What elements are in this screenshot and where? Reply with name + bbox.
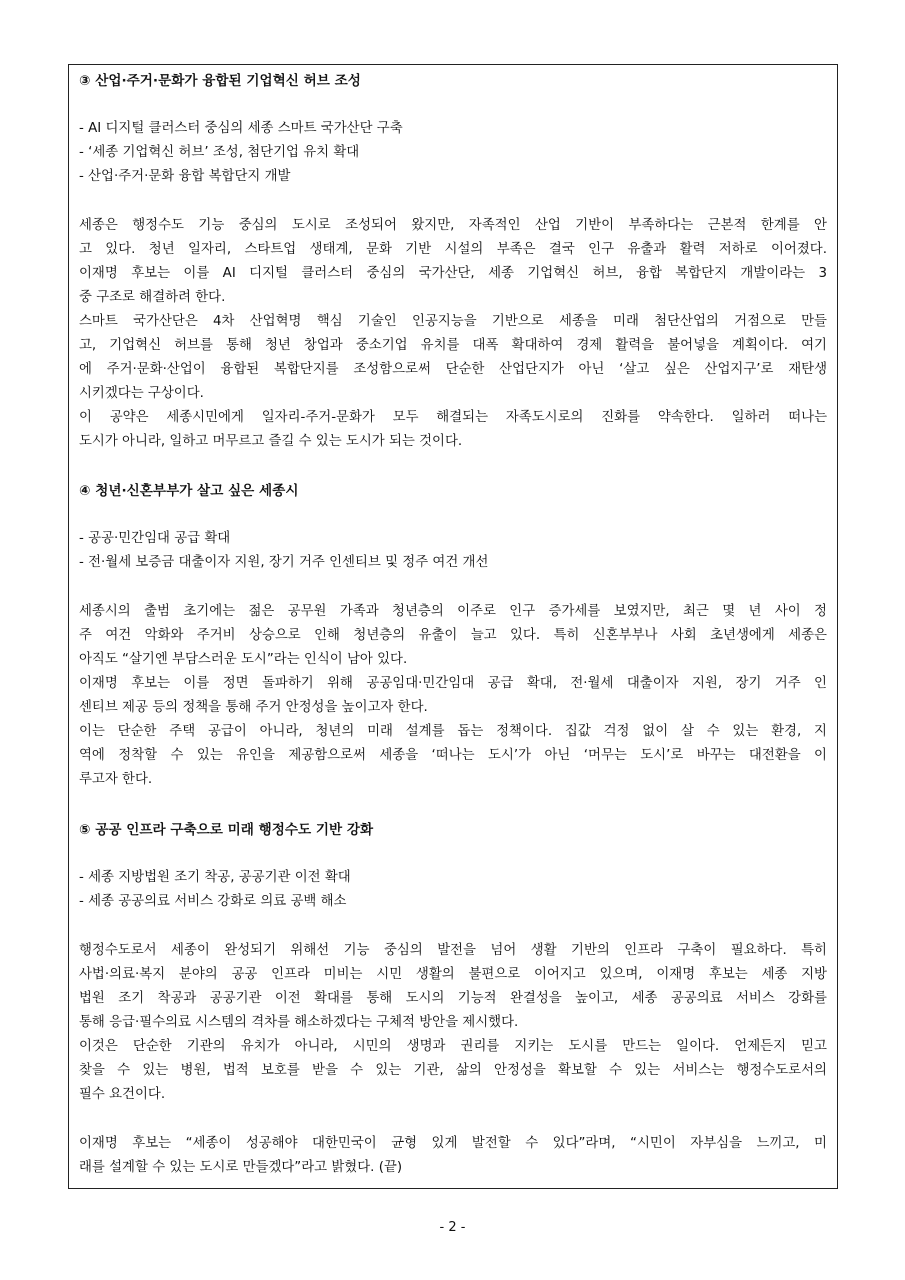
section-title: ⑤ 공공 인프라 구축으로 미래 행정수도 기반 강화 (79, 822, 374, 838)
section-title: ③ 산업·주거·문화가 융합된 기업혁신 허브 조성 (79, 73, 361, 89)
content-inner (79, 65, 827, 1188)
body-line: 고 있다. 청년 일자리, 스타트업 생태계, 문화 기반 시설의 부족은 결국 인구 유출과 활력 저하로 이어졌다. (79, 242, 827, 257)
body-line: 루고자 한다. (79, 772, 153, 787)
body-line: 이는 단순한 주택 공급이 아니라, 청년의 미래 설계를 돕는 정책이다. 집값 걱정 없이 살 수 있는 환경, 지 (79, 724, 827, 739)
body-line: 센티브 제공 등의 정책을 통해 주거 안정성을 높이고자 한다. (79, 700, 428, 715)
closing-line: 래를 설계할 수 있는 도시로 만들겠다”라고 밝혔다. (끝) (79, 1160, 403, 1175)
body-line: 통해 응급·필수의료 시스템의 격차를 해소하겠다는 구체적 방안을 제시했다. (79, 1015, 519, 1030)
body-line: 세종은 행정수도 기능 중심의 도시로 조성되어 왔지만, 자족적인 산업 기반이 부족하다는 근본적 한계를 안 (79, 218, 827, 233)
bullet-item: - 세종 공공의료 서비스 강화로 의료 공백 해소 (79, 894, 347, 909)
body-line: 주 여건 악화와 주거비 상승으로 인해 청년층의 유출이 늘고 있다. 특히 신혼부부나 사회 초년생에게 세종은 (79, 628, 827, 643)
closing-line: 이재명 후보는 “세종이 성공해야 대한민국이 균형 있게 발전할 수 있다”라며, “시민이 자부심을 느끼고, 미 (79, 1136, 827, 1151)
body-line: 시키겠다는 구상이다. (79, 386, 204, 401)
page-number: - 2 - (439, 1220, 466, 1235)
body-line: 필수 요건이다. (79, 1087, 166, 1102)
bullet-item: - 공공·민간임대 공급 확대 (79, 531, 231, 546)
bullet-item: - ‘세종 기업혁신 허브’ 조성, 첨단기업 유치 확대 (79, 145, 360, 160)
body-line: 행정수도로서 세종이 완성되기 위해선 기능 중심의 발전을 넘어 생활 기반의 인프라 구축이 필요하다. 특히 (79, 943, 827, 958)
body-line: 이 공약은 세종시민에게 일자리-주거-문화가 모두 해결되는 자족도시로의 진화를 약속한다. 일하러 떠나는 (79, 410, 827, 425)
body-line: 아직도 “살기엔 부담스러운 도시”라는 인식이 남아 있다. (79, 652, 408, 667)
body-line: 중 구조로 해결하려 한다. (79, 290, 226, 305)
body-line: 이재명 후보는 이를 정면 돌파하기 위해 공공임대·민간임대 공급 확대, 전·월세 대출이자 지원, 장기 거주 인 (79, 676, 827, 691)
body-line: 사법·의료·복지 분야의 공공 인프라 미비는 시민 생활의 불편으로 이어지고 있으며, 이재명 후보는 세종 지방 (79, 967, 827, 982)
content-box (68, 64, 838, 1189)
bullet-item: - 산업·주거·문화 융합 복합단지 개발 (79, 169, 291, 184)
body-line: 이것은 단순한 기관의 유치가 아니라, 시민의 생명과 권리를 지키는 도시를 만드는 일이다. 언제든지 믿고 (79, 1039, 827, 1054)
bullet-item: - AI 디지털 클러스터 중심의 세종 스마트 국가산단 구축 (79, 121, 403, 136)
body-line: 법원 조기 착공과 공공기관 이전 확대를 통해 도시의 기능적 완결성을 높이고, 세종 공공의료 서비스 강화를 (79, 991, 827, 1006)
body-line: 도시가 아니라, 일하고 머무르고 즐길 수 있는 도시가 되는 것이다. (79, 434, 463, 449)
section-title: ④ 청년·신혼부부가 살고 싶은 세종시 (79, 483, 299, 499)
body-line: 역에 정착할 수 있는 유인을 제공함으로써 세종을 ‘떠나는 도시’가 아닌 ‘머무는 도시’로 바꾸는 대전환을 이 (79, 748, 827, 763)
body-line: 에 주거·문화·산업이 융합된 복합단지를 조성함으로써 단순한 산업단지가 아닌 ‘살고 싶은 산업지구’로 재탄생 (79, 362, 827, 377)
body-line: 세종시의 출범 초기에는 젊은 공무원 가족과 청년층의 이주로 인구 증가세를 보였지만, 최근 몇 년 사이 정 (79, 604, 827, 619)
body-line: 스마트 국가산단은 4차 산업혁명 핵심 기술인 인공지능을 기반으로 세종을 미래 첨단산업의 거점으로 만들 (79, 314, 827, 329)
body-line: 찾을 수 있는 병원, 법적 보호를 받을 수 있는 기관, 삶의 안정성을 확보할 수 있는 서비스는 행정수도로서의 (79, 1063, 827, 1078)
body-line: 고, 기업혁신 허브를 통해 청년 창업과 중소기업 유치를 대폭 확대하여 경제 활력을 불어넣을 계획이다. 여기 (79, 338, 827, 353)
body-line: 이재명 후보는 이를 AI 디지털 클러스터 중심의 국가산단, 세종 기업혁신 허브, 융합 복합단지 개발이라는 3 (79, 266, 827, 281)
bullet-item: - 전·월세 보증금 대출이자 지원, 장기 거주 인센티브 및 정주 여건 개선 (79, 555, 489, 570)
bullet-item: - 세종 지방법원 조기 착공, 공공기관 이전 확대 (79, 870, 351, 885)
